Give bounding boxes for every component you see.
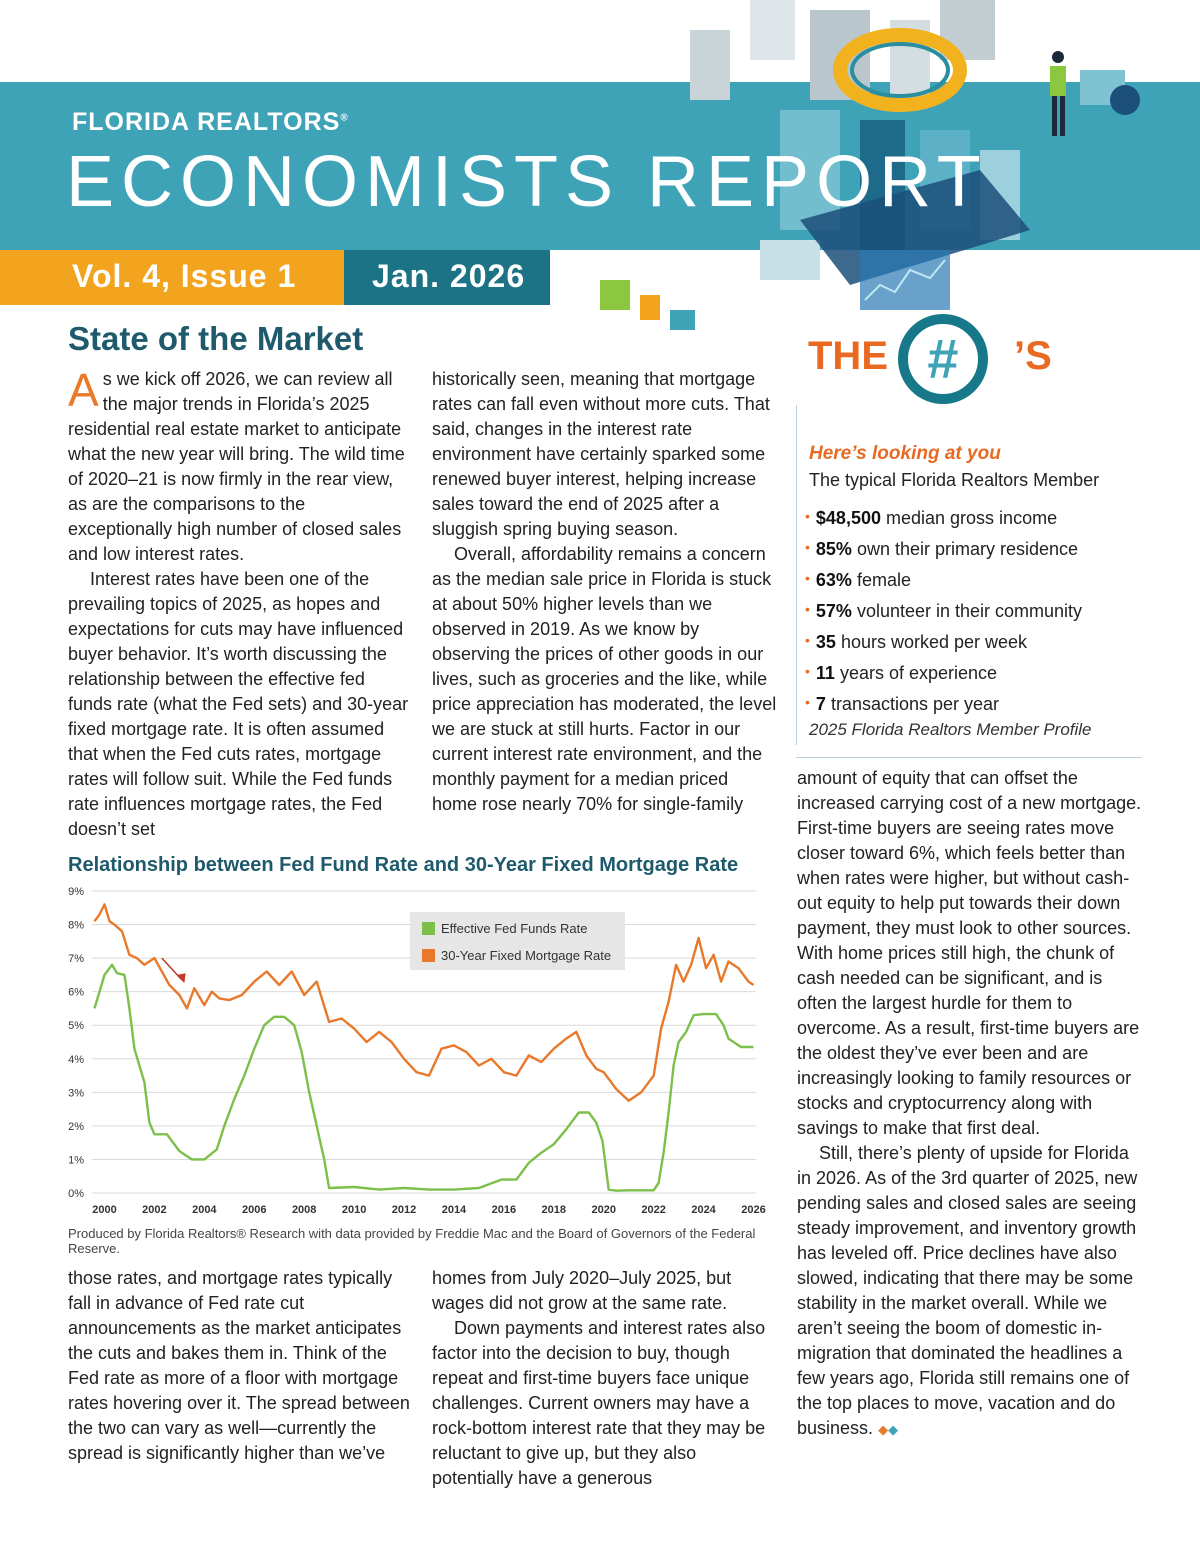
bullet-icon: • [805,601,810,617]
sidebar-source: 2025 Florida Realtors Member Profile [809,720,1092,739]
y-tick-label: 5% [68,1020,84,1033]
y-tick-label: 7% [68,953,84,966]
paragraph: As we kick off 2026, we can review all the major trends in Florida’s 2025 residential real estate market to anticipate what the new year will bring. The wild time of 2020–21 is now firmly in the rear view, as are the comparisons to the exceptionally high number of closed sales and low interest rates. [68,364,405,564]
list-item: • 11 years of experience [805,663,998,683]
chart-source-note: Produced by Florida Realtors® Research with data provided by Freddie Mac and the Board of Governors of the Federal Reserve. [68,1226,756,1256]
x-tick-label: 2006 [242,1204,267,1216]
y-tick-label: 8% [68,919,84,932]
paragraph: amount of equity that can offset the increased carrying cost of a new mortgage. First-time buyers are seeing rates move closer toward 6%, which feels better than when rates were higher, but without cash-out equity to help put towards their down payment, they must look to other sources. With home prices still high, the chunk of cash needed can be significant, and is often the largest hurdle for them to overcome. As a result, first-time buyers are the oldest they’ve ever been and are increasingly looking to family resources or stocks and cryptocurrency along with savings to make that first deal. [797,768,1142,1138]
chart-y-axis [68,886,84,1200]
y-tick-label: 9% [68,886,84,898]
end-mark-icon: ◆ [878,1422,889,1437]
x-tick-label: 2020 [591,1204,616,1216]
list-item: • 35 hours worked per week [805,632,1028,652]
bullet-icon: • [805,508,810,524]
list-item: • 7 transactions per year [805,694,1000,714]
y-tick-label: 6% [68,986,84,999]
issue-date: Jan. 2026 [372,258,526,294]
chart-legend [410,912,625,970]
chart-title: Relationship between Fed Fund Rate and 30-Year Fixed Mortgage Rate [68,854,739,876]
x-tick-label: 2022 [641,1204,666,1216]
y-tick-label: 0% [68,1188,84,1200]
list-item: • 57% volunteer in their community [805,601,1083,621]
sidebar-rule [796,757,1142,758]
article-column-2-bottom [432,1266,777,1491]
x-tick-label: 2018 [541,1204,567,1216]
legend-swatch [422,949,435,962]
sidebar-the-label: THE [808,334,888,378]
x-tick-label: 2010 [341,1204,367,1216]
bullet-icon: • [805,632,810,648]
paragraph: homes from July 2020–July 2025, but wages did not grow at the same rate. [432,1268,732,1313]
x-tick-label: 2016 [491,1204,517,1216]
paragraph: historically seen, meaning that mortgage rates can fall even without more cuts. That said, changes in the interest rate environment have certainly sparked some renewed buyer interest, helping increase sales toward the end of 2025 after a sluggish spring buying season. [432,369,770,539]
drop-cap: A [68,364,99,416]
article-column-1-bottom [68,1266,413,1466]
x-tick-label: 2002 [142,1204,167,1216]
paragraph: Interest rates have been one of the prevailing topics of 2025, as hopes and expectations for cuts may have influenced buyer behavior. It’s worth discussing the relationship between the effective fed funds rate (what the Fed sets) and 30-year fixed mortgage rate. It is often assumed that when the Fed cuts rates, mortgage rates will follow suit. While the Fed funds rate influences mortgage rates, the Fed doesn’t set [68,569,409,839]
y-tick-label: 4% [68,1053,84,1066]
x-tick-label: 2026 [741,1204,766,1216]
y-tick-label: 3% [68,1087,84,1100]
sidebar-subheading: The typical Florida Realtors Member [809,470,1100,490]
paragraph: Down payments and interest rates also factor into the decision to buy, though repeat and first-time buyers face unique challenges. Current owners may have a rock-bottom interest rate that they may be reluctant to give up, but they also potentially have a generous [432,1318,766,1488]
arrow-head [177,973,186,983]
series-line [95,965,754,1191]
bullet-icon: • [805,663,810,679]
end-mark-icon: ◆ [888,1422,899,1437]
y-tick-label: 2% [68,1120,84,1133]
sidebar-s-label: ’S [1014,334,1052,378]
bullet-icon: • [805,539,810,555]
rate-chart [50,878,780,1218]
x-tick-label: 2000 [92,1204,117,1216]
hash-icon: # [927,327,959,390]
brand-name: FLORIDA REALTORS® [72,108,349,136]
paragraph: Overall, affordability remains a concern as the median sale price in Florida is stuck at about 50% higher levels than we observed in 2019. As we know by observing the prices of other goods in our lives, such as groceries and the like, while price appreciation has moderated, the level we are stuck at still hurts. Factor in our current interest rate environment, and the monthly payment for a median priced home rose nearly 70% for single-family [432,544,777,814]
list-item: • 85% own their primary residence [805,539,1079,559]
bullet-icon: • [805,694,810,710]
article-column-1-top [68,364,413,842]
x-tick-label: 2014 [441,1204,467,1216]
chart-x-axis [92,1204,766,1216]
legend-label: 30-Year Fixed Mortgage Rate [441,948,612,963]
volume-label: Vol. 4, Issue 1 [72,258,297,294]
x-tick-label: 2008 [291,1204,317,1216]
sidebar-heading: Here’s looking at you [809,443,1001,464]
article-column-3 [797,766,1142,1442]
x-tick-label: 2024 [691,1204,716,1216]
legend-swatch [422,922,435,935]
article-column-2-top [432,367,777,817]
list-item: • 63% female [805,570,911,590]
x-tick-label: 2004 [192,1204,217,1216]
x-tick-label: 2012 [391,1204,417,1216]
legend-label: Effective Fed Funds Rate [441,921,588,936]
y-tick-label: 1% [68,1154,84,1167]
paragraph: those rates, and mortgage rates typically fall in advance of Fed rate cut announcements as the market anticipates the cuts and bakes them in. Think of the Fed rate as more of a floor with mortgage rates hovering over it. The spread between the two can vary as well—currently the spread is significantly higher than we’ve [68,1268,410,1463]
article-title: State of the Market [68,320,364,357]
report-title: ECONOMISTS REPORT [66,142,988,222]
paragraph: Still, there’s plenty of upside for Florida in 2026. As of the 3rd quarter of 2025, new pending sales and closed sales are seeing steady improvement, and inventory growth has leveled off. Price declines have also slowed, indicating that there may be some stability in the market overall. While we aren’t seeing the boom of domestic in-migration that dominated the headlines a few years ago, Florida still remains one of the top places to move, vacation and do business. ◆◆ [797,1143,1138,1438]
sidebar-stats-list [805,503,1135,720]
bullet-icon: • [805,570,810,586]
list-item: • $48,500 median gross income [805,508,1058,528]
sidebar-rule [796,405,797,745]
